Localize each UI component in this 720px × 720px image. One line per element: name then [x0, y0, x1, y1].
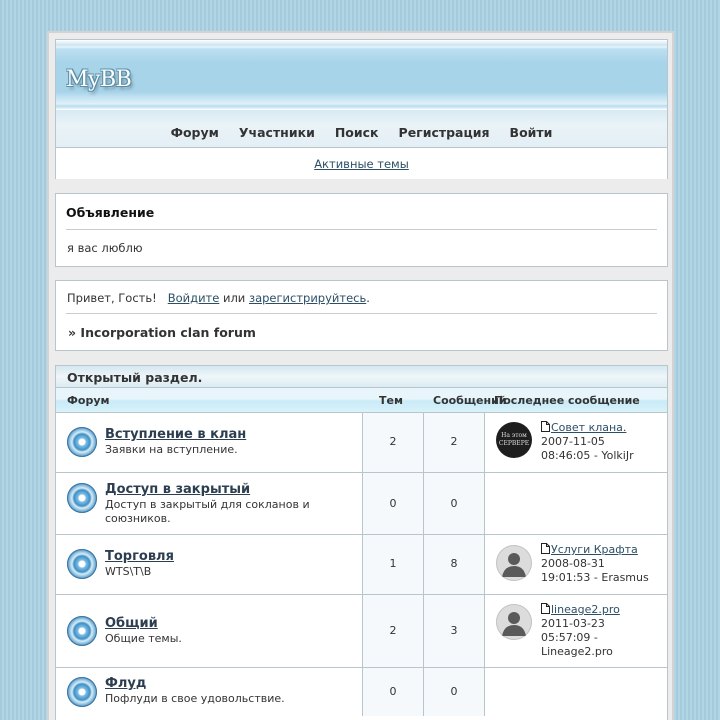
last-post-time-author: 19:01:53 - Erasmus — [541, 571, 649, 584]
last-post-cell — [484, 595, 667, 667]
forum-row — [56, 473, 667, 535]
forum-description: WTS\T\B — [105, 565, 152, 578]
welcome-line — [67, 291, 370, 305]
logo-banner — [56, 40, 667, 110]
header — [55, 39, 668, 179]
posts-count-cell — [423, 595, 484, 667]
board-name[interactable]: » Incorporation clan forum — [68, 325, 256, 340]
posts-count: 0 — [450, 685, 458, 698]
menu-search[interactable]: Поиск — [334, 125, 379, 140]
column-header-row — [56, 388, 667, 413]
last-post-cell — [484, 413, 667, 472]
topics-count: 0 — [389, 685, 397, 698]
user-avatar[interactable] — [496, 545, 532, 581]
last-post-link[interactable]: Совет клана. — [551, 421, 627, 434]
column-topics: Тем — [379, 394, 403, 407]
user-avatar[interactable] — [496, 422, 532, 458]
topics-count: 1 — [389, 557, 397, 570]
posts-count-cell — [423, 413, 484, 472]
posts-count-cell — [423, 473, 484, 534]
posts-count: 8 — [450, 557, 458, 570]
forum-description: Общие темы. — [105, 632, 182, 645]
site-logo[interactable]: MyBB — [66, 67, 132, 92]
last-post-cell — [484, 535, 667, 594]
menu-forum[interactable]: Форум — [170, 125, 219, 140]
forum-row — [56, 595, 667, 668]
document-icon — [541, 421, 550, 432]
category-header — [56, 366, 667, 388]
menu-register[interactable]: Регистрация — [398, 125, 490, 140]
period-text: . — [366, 291, 370, 305]
forum-status-icon — [67, 483, 97, 513]
sub-menu — [56, 148, 667, 179]
last-post-date: 2008-08-31 — [541, 557, 605, 570]
posts-count: 0 — [450, 497, 458, 510]
forum-status-icon — [67, 677, 97, 707]
category-title[interactable]: Открытый раздел. — [67, 370, 203, 385]
menu-members[interactable]: Участники — [238, 125, 315, 140]
topics-count-cell — [362, 535, 423, 594]
forum-status-icon — [67, 549, 97, 579]
or-text: или — [222, 291, 246, 305]
last-post-date: 2007-11-05 — [541, 435, 605, 448]
forum-description: Доступ в закрытый для сокланов и союзников. — [105, 498, 310, 525]
announcement-text: я вас люблю — [67, 241, 143, 255]
divider — [66, 313, 657, 314]
forum-description: Пофлуди в свое удовольствие. — [105, 692, 285, 705]
last-post-link[interactable]: Услуги Крафта — [551, 543, 638, 556]
column-last-post: Последнее сообщение — [494, 394, 640, 407]
last-post-info — [541, 543, 666, 585]
forum-category — [55, 365, 668, 720]
last-post-info — [541, 603, 666, 659]
login-link[interactable]: Войдите — [167, 291, 220, 305]
default-avatar-icon — [496, 545, 532, 581]
topics-count: 2 — [389, 624, 397, 637]
announcement-title: Объявление — [66, 205, 155, 220]
forum-description: Заявки на вступление. — [105, 443, 238, 456]
last-post-info — [541, 421, 666, 463]
forum-row — [56, 668, 667, 716]
forum-row — [56, 413, 667, 473]
document-icon — [541, 543, 550, 554]
forum-status-icon — [67, 616, 97, 646]
posts-count-cell — [423, 535, 484, 594]
user-avatar[interactable] — [496, 604, 532, 640]
last-post-cell — [484, 473, 667, 534]
column-posts: Сообщений — [433, 394, 507, 407]
announcement-box — [55, 193, 668, 267]
last-post-link[interactable]: lineage2.pro — [551, 603, 620, 616]
forum-status-icon — [67, 427, 97, 457]
last-post-date: 2011-03-23 — [541, 617, 605, 630]
default-avatar-icon — [496, 604, 532, 640]
topics-count-cell — [362, 473, 423, 534]
last-post-time-author: 08:46:05 - YolkiJr — [541, 449, 634, 462]
topics-count-cell — [362, 668, 423, 716]
register-link[interactable]: зарегистрируйтесь — [248, 291, 367, 305]
posts-count: 2 — [450, 435, 458, 448]
divider — [66, 229, 657, 230]
topics-count-cell — [362, 413, 423, 472]
last-post-cell — [484, 668, 667, 716]
page-container — [47, 31, 674, 720]
last-post-time-author: 05:57:09 - — [541, 631, 598, 644]
posts-count: 3 — [450, 624, 458, 637]
active-topics-link[interactable]: Активные темы — [314, 157, 409, 171]
topics-count-cell — [362, 595, 423, 667]
forum-row — [56, 535, 667, 595]
last-post-author: Lineage2.pro — [541, 645, 613, 658]
menu-login[interactable]: Войти — [509, 125, 553, 140]
welcome-box — [55, 280, 668, 351]
topics-count: 0 — [389, 497, 397, 510]
forum-name-link[interactable]: Вступление в клан — [105, 427, 247, 442]
forum-name-link[interactable]: Доступ в закрытый — [105, 482, 251, 497]
document-icon — [541, 603, 550, 614]
avatar-text: На этом СЕРВЕРЕ — [498, 432, 530, 447]
main-menu — [56, 110, 667, 148]
forum-name-link[interactable]: Флуд — [105, 676, 147, 691]
forum-name-link[interactable]: Торговля — [105, 549, 174, 564]
greeting-text: Привет, Гость! — [67, 291, 157, 305]
posts-count-cell — [423, 668, 484, 716]
forum-name-link[interactable]: Общий — [105, 616, 158, 631]
topics-count: 2 — [389, 435, 397, 448]
column-forum: Форум — [67, 394, 110, 407]
